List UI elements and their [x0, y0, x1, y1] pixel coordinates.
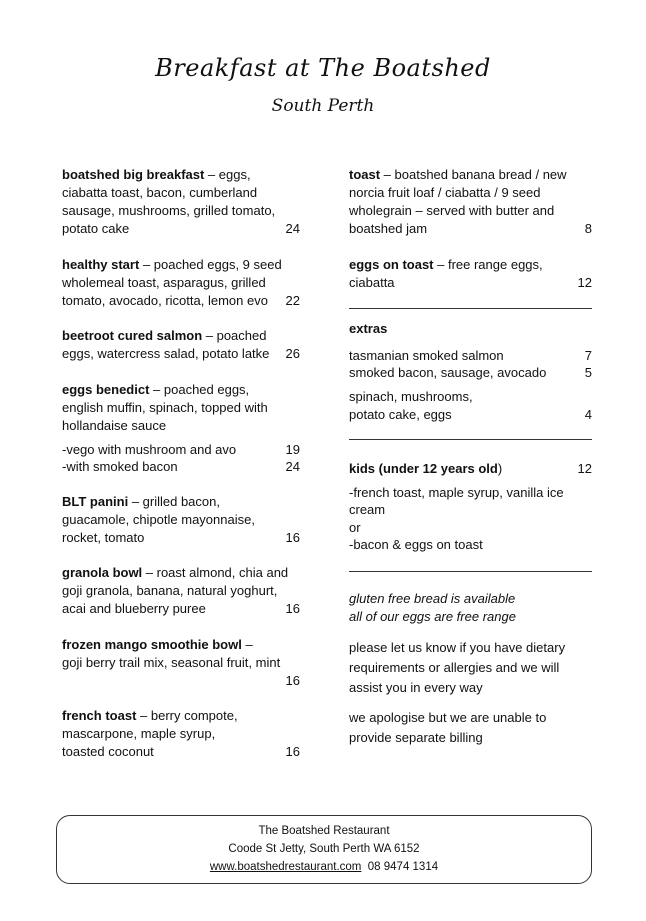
item-desc: – boatshed banana bread / new [380, 167, 567, 182]
extra-item: smoked bacon, sausage, avocado [349, 365, 547, 380]
item-desc: rocket, tomato [62, 529, 145, 545]
item-desc: – eggs, [204, 167, 251, 182]
restaurant-address: Coode St Jetty, South Perth WA 6152 [228, 843, 420, 855]
item-option: -with smoked bacon [62, 458, 178, 474]
item-desc: goji granola, banana, natural yoghurt, [62, 583, 278, 598]
item-desc: – grilled bacon, [128, 493, 220, 509]
item-price: 22 [285, 292, 300, 308]
section-heading-paren: ) [497, 461, 503, 476]
item-desc: – [241, 636, 253, 652]
item-desc: hollandaise sauce [62, 417, 167, 433]
footer-box [56, 815, 592, 884]
item-desc: toasted coconut [62, 744, 154, 759]
item-desc: eggs, watercress salad, potato latke [62, 346, 270, 361]
item-price: 26 [285, 346, 300, 361]
item-name: BLT panini [62, 493, 129, 509]
menu-item-granola-bowl [62, 564, 300, 618]
item-price: 4 [584, 407, 592, 422]
divider [349, 571, 592, 572]
item-price: 19 [285, 441, 300, 457]
item-option: -vego with mushroom and avo [62, 441, 237, 457]
note-billing: we apologise but we are unable to [349, 709, 547, 725]
section-heading: extras [349, 321, 388, 336]
note-dietary: please let us know if you have dietary [349, 639, 566, 655]
kids-section [349, 460, 592, 554]
extras-section [349, 320, 592, 423]
item-desc: boatshed jam [349, 221, 428, 236]
phone-number: 08 9474 1314 [361, 861, 439, 873]
item-price: 7 [584, 348, 592, 363]
item-desc: norcia fruit loaf / ciabatta / 9 seed [349, 185, 541, 200]
notes-section [349, 590, 592, 748]
item-name: french toast [62, 708, 137, 723]
kids-option: or [349, 519, 361, 535]
kids-option: cream [349, 502, 386, 517]
item-price: 24 [285, 221, 300, 236]
item-desc: guacamole, chipotle mayonnaise, [62, 511, 255, 527]
menu-item-eggs-on-toast [349, 256, 592, 292]
item-desc: sausage, mushrooms, grilled tomato, [62, 203, 276, 218]
item-desc: ciabatta toast, bacon, cumberland [62, 185, 258, 200]
menu-item-french-toast [62, 707, 300, 761]
divider [349, 308, 592, 309]
page-subtitle: South Perth [271, 96, 375, 116]
item-desc: wholegrain – served with butter and [349, 203, 555, 218]
extra-item: tasmanian smoked salmon [349, 348, 504, 363]
menu-item-healthy-start [62, 256, 300, 310]
item-price: 24 [285, 458, 300, 474]
menu-item-blt-panini [62, 493, 300, 547]
kids-option: -bacon & eggs on toast [349, 537, 483, 552]
item-price: 16 [285, 529, 300, 545]
item-name: eggs benedict [62, 381, 150, 397]
extra-item: spinach, mushrooms, [349, 389, 473, 404]
menu-item-eggs-benedict [62, 381, 300, 475]
item-name: beetroot cured salmon [62, 328, 203, 343]
note-billing: provide separate billing [349, 729, 483, 745]
item-desc: ciabatta [349, 274, 395, 290]
note-free-range: all of our eggs are free range [349, 608, 516, 624]
item-desc: english muffin, spinach, topped with [62, 399, 268, 415]
item-desc: potato cake [62, 221, 130, 236]
item-desc: – free range eggs, [433, 256, 543, 272]
item-desc: – roast almond, chia and [142, 565, 289, 580]
item-desc: tomato, avocado, ricotta, lemon evo [62, 292, 268, 308]
item-desc: – poached eggs, [149, 381, 250, 397]
note-dietary: requirements or allergies and we will [349, 659, 560, 675]
right-column [349, 166, 592, 748]
item-desc: wholemeal toast, asparagus, grilled [62, 274, 266, 290]
item-desc: acai and blueberry puree [62, 601, 206, 616]
note-gluten-free: gluten free bread is available [349, 590, 516, 606]
item-name: granola bowl [62, 565, 143, 580]
menu-item-big-breakfast [62, 166, 300, 238]
item-desc: – berry compote, [136, 708, 238, 723]
item-name: frozen mango smoothie bowl [62, 636, 242, 652]
item-name: healthy start [62, 256, 140, 272]
page-title: Breakfast at The Boatshed [155, 54, 491, 82]
item-price: 16 [285, 744, 300, 759]
extra-item: potato cake, eggs [349, 407, 452, 422]
website-link[interactable]: www.boatshedrestaurant.com [209, 861, 362, 873]
item-desc: – poached [202, 328, 267, 343]
note-dietary: assist you in every way [349, 679, 483, 695]
divider [349, 439, 592, 440]
section-heading: kids (under 12 years old [349, 461, 498, 476]
item-price: 12 [577, 274, 592, 290]
kids-option: -french toast, maple syrup, vanilla ice [349, 484, 564, 500]
item-desc: mascarpone, maple syrup, [62, 726, 216, 741]
item-price: 5 [584, 365, 592, 380]
item-price: 16 [285, 672, 300, 688]
left-column [62, 166, 300, 779]
item-price: 16 [285, 601, 300, 616]
item-desc: – poached eggs, 9 seed [139, 256, 282, 272]
item-name: eggs on toast [349, 256, 434, 272]
menu-item-mango-smoothie-bowl [62, 636, 300, 690]
item-price: 12 [577, 461, 592, 476]
item-name: boatshed big breakfast [62, 167, 205, 182]
item-name: toast [349, 167, 381, 182]
restaurant-name: The Boatshed Restaurant [258, 825, 390, 837]
item-desc: goji berry trail mix, seasonal fruit, mint [62, 654, 281, 670]
menu-item-toast [349, 166, 592, 238]
menu-item-beetroot-salmon [62, 327, 300, 363]
item-price: 8 [584, 221, 592, 236]
